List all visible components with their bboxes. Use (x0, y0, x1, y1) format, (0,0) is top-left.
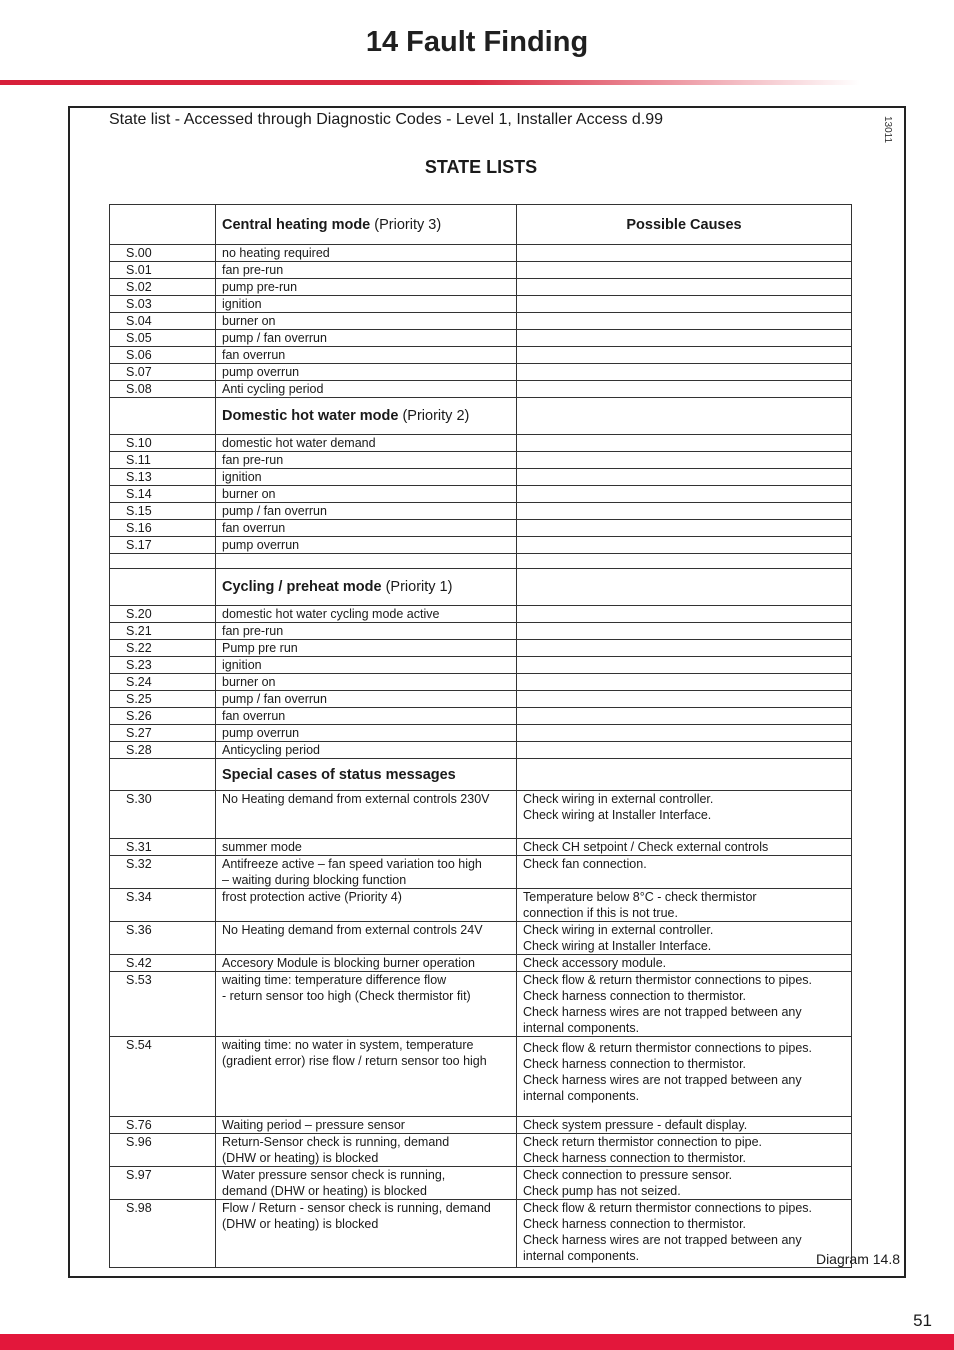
table-row (110, 1134, 852, 1167)
possible-cause: Check accessory module. (517, 955, 852, 972)
state-description: pump / fan overrun (216, 691, 517, 708)
possible-cause: Check return thermistor connection to pipe. Check harness connection to thermistor. (517, 1134, 852, 1167)
possible-cause: Check wiring in external controller. Check wiring at Installer Interface. (517, 791, 852, 839)
section-header-row (110, 569, 852, 606)
possible-cause: Check CH setpoint / Check external controls (517, 839, 852, 856)
table-row (110, 279, 852, 296)
state-table (109, 204, 852, 1268)
state-code: S.25 (110, 691, 216, 708)
state-code: S.97 (110, 1167, 216, 1200)
possible-cause (517, 606, 852, 623)
state-code: S.04 (110, 313, 216, 330)
state-description: pump overrun (216, 537, 517, 554)
state-code: S.28 (110, 742, 216, 759)
state-description: pump / fan overrun (216, 330, 517, 347)
section-title (216, 205, 517, 245)
table-row (110, 520, 852, 537)
state-description: pump overrun (216, 364, 517, 381)
section-title-bold: Special cases of status messages (222, 766, 456, 783)
state-code: S.17 (110, 537, 216, 554)
possible-cause (517, 742, 852, 759)
table-row (110, 889, 852, 922)
possible-cause (517, 313, 852, 330)
table-row (110, 922, 852, 955)
possible-cause (517, 262, 852, 279)
state-code: S.34 (110, 889, 216, 922)
state-description: No Heating demand from external controls 24V (216, 922, 517, 955)
state-code: S.23 (110, 657, 216, 674)
section-title-priority: (Priority 1) (381, 579, 453, 595)
state-description: burner on (216, 674, 517, 691)
table-row (110, 364, 852, 381)
section-cause-blank (517, 569, 852, 606)
state-code: S.53 (110, 972, 216, 1037)
possible-cause (517, 381, 852, 398)
table-row (110, 537, 852, 554)
table-row (110, 742, 852, 759)
state-code: S.21 (110, 623, 216, 640)
state-code: S.11 (110, 452, 216, 469)
possible-cause (517, 296, 852, 313)
state-code: S.22 (110, 640, 216, 657)
state-code: S.96 (110, 1134, 216, 1167)
section-header-row (110, 398, 852, 435)
state-description: domestic hot water cycling mode active (216, 606, 517, 623)
table-row (110, 313, 852, 330)
section-title (216, 759, 517, 791)
diagram-label: Diagram 14.8 (815, 1251, 900, 1267)
state-description: pump / fan overrun (216, 503, 517, 520)
state-code: S.13 (110, 469, 216, 486)
state-description: Accesory Module is blocking burner operation (216, 955, 517, 972)
possible-cause: Temperature below 8°C - check thermistor connection if this is not true. (517, 889, 852, 922)
state-code: S.32 (110, 856, 216, 889)
state-code: S.07 (110, 364, 216, 381)
state-description: fan pre-run (216, 452, 517, 469)
state-description: waiting time: temperature difference flow - return sensor too high (Check thermistor fit) (216, 972, 517, 1037)
state-table-body (110, 205, 852, 1268)
possible-cause (517, 347, 852, 364)
section-title-bold: Central heating mode (222, 216, 371, 233)
table-row (110, 347, 852, 364)
possible-cause (517, 691, 852, 708)
state-description: Return-Sensor check is running, demand (DHW or heating) is blocked (216, 1134, 517, 1167)
state-description: Waiting period – pressure sensor (216, 1117, 517, 1134)
table-row (110, 691, 852, 708)
possible-cause: Check wiring in external controller. Check wiring at Installer Interface. (517, 922, 852, 955)
possible-cause (517, 279, 852, 296)
footer-bar (0, 1334, 954, 1350)
state-code: S.31 (110, 839, 216, 856)
section-title (216, 398, 517, 435)
state-code: S.27 (110, 725, 216, 742)
possible-cause (517, 469, 852, 486)
state-description: frost protection active (Priority 4) (216, 889, 517, 922)
state-description: ignition (216, 296, 517, 313)
possible-cause (517, 537, 852, 554)
table-row (110, 791, 852, 839)
document-reference: 13011 (882, 116, 893, 144)
table-row (110, 452, 852, 469)
section-header-row (110, 759, 852, 791)
possible-cause: Check flow & return thermistor connections to pipes. Check harness connection to thermistor. Check harness wires are not trapped between any internal components. (517, 972, 852, 1037)
state-list-subtitle: State list - Accessed through Diagnostic Codes - Level 1, Installer Access d.99 (109, 111, 664, 128)
blank-cell (110, 554, 216, 569)
table-row (110, 296, 852, 313)
possible-cause (517, 708, 852, 725)
state-description: pump pre-run (216, 279, 517, 296)
state-code: S.76 (110, 1117, 216, 1134)
state-description: domestic hot water demand (216, 435, 517, 452)
possible-cause (517, 486, 852, 503)
section-code-blank (110, 205, 216, 245)
table-row (110, 1037, 852, 1117)
possible-cause (517, 364, 852, 381)
blank-row (110, 554, 852, 569)
state-code: S.06 (110, 347, 216, 364)
section-code-blank (110, 398, 216, 435)
table-row (110, 1167, 852, 1200)
table-row (110, 469, 852, 486)
section-cause-blank (517, 759, 852, 791)
section-title-bold: Cycling / preheat mode (222, 579, 382, 595)
section-title (216, 569, 517, 606)
state-code: S.30 (110, 791, 216, 839)
state-description: ignition (216, 657, 517, 674)
table-row (110, 856, 852, 889)
state-code: S.15 (110, 503, 216, 520)
possible-cause (517, 725, 852, 742)
section-title-priority: (Priority 3) (370, 216, 442, 233)
state-code: S.02 (110, 279, 216, 296)
state-code: S.01 (110, 262, 216, 279)
state-code: S.08 (110, 381, 216, 398)
state-code: S.42 (110, 955, 216, 972)
table-row (110, 640, 852, 657)
table-row (110, 725, 852, 742)
state-description: fan pre-run (216, 623, 517, 640)
state-code: S.26 (110, 708, 216, 725)
table-row (110, 972, 852, 1037)
state-description: Flow / Return - sensor check is running, demand (DHW or heating) is blocked (216, 1200, 517, 1268)
state-description: burner on (216, 313, 517, 330)
possible-cause (517, 623, 852, 640)
state-description: no heating required (216, 245, 517, 262)
possible-cause (517, 503, 852, 520)
possible-cause (517, 245, 852, 262)
table-row (110, 1117, 852, 1134)
table-row (110, 955, 852, 972)
possible-cause (517, 657, 852, 674)
possible-cause: Check flow & return thermistor connections to pipes. Check harness connection to thermistor. Check harness wires are not trapped between any internal components. (517, 1200, 852, 1268)
section-title-priority: (Priority 2) (398, 408, 470, 424)
table-row (110, 245, 852, 262)
state-code: S.24 (110, 674, 216, 691)
blank-cell (517, 554, 852, 569)
table-row (110, 486, 852, 503)
state-description: pump overrun (216, 725, 517, 742)
table-row (110, 262, 852, 279)
possible-cause (517, 674, 852, 691)
state-code: S.05 (110, 330, 216, 347)
state-code: S.20 (110, 606, 216, 623)
table-row (110, 708, 852, 725)
possible-cause (517, 520, 852, 537)
table-row (110, 839, 852, 856)
table-row (110, 606, 852, 623)
section-code-blank (110, 569, 216, 606)
state-description: Pump pre run (216, 640, 517, 657)
state-description: No Heating demand from external controls 230V (216, 791, 517, 839)
state-description: ignition (216, 469, 517, 486)
section-code-blank (110, 759, 216, 791)
state-code: S.14 (110, 486, 216, 503)
possible-cause (517, 330, 852, 347)
state-description: fan overrun (216, 708, 517, 725)
possible-cause (517, 452, 852, 469)
table-row (110, 674, 852, 691)
section-cause-blank (517, 398, 852, 435)
possible-cause: Check system pressure - default display. (517, 1117, 852, 1134)
state-code: S.54 (110, 1037, 216, 1117)
state-description: Anticycling period (216, 742, 517, 759)
state-description: Water pressure sensor check is running, demand (DHW or heating) is blocked (216, 1167, 517, 1200)
possible-causes-header: Possible Causes (517, 205, 852, 245)
state-code: S.36 (110, 922, 216, 955)
table-row (110, 381, 852, 398)
table-row (110, 623, 852, 640)
page-title: 14 Fault Finding (365, 26, 589, 58)
possible-cause: Check fan connection. (517, 856, 852, 889)
state-code: S.98 (110, 1200, 216, 1268)
possible-cause: Check connection to pressure sensor. Check pump has not seized. (517, 1167, 852, 1200)
possible-cause: Check flow & return thermistor connections to pipes. Check harness connection to thermistor. Check harness wires are not trapped between any internal components. (517, 1037, 852, 1117)
title-rule (0, 80, 860, 85)
state-description: fan overrun (216, 347, 517, 364)
state-description: burner on (216, 486, 517, 503)
blank-cell (216, 554, 517, 569)
state-description: Antifreeze active – fan speed variation too high – waiting during blocking function (216, 856, 517, 889)
state-code: S.03 (110, 296, 216, 313)
state-code: S.10 (110, 435, 216, 452)
state-lists-heading: STATE LISTS (424, 157, 538, 177)
table-row (110, 1200, 852, 1268)
possible-cause (517, 435, 852, 452)
state-table-wrapper (109, 204, 852, 1268)
state-description: fan overrun (216, 520, 517, 537)
possible-cause (517, 640, 852, 657)
table-row (110, 657, 852, 674)
state-description: summer mode (216, 839, 517, 856)
state-description: waiting time: no water in system, temperature (gradient error) rise flow / return sensor too high (216, 1037, 517, 1117)
state-code: S.00 (110, 245, 216, 262)
page-number: 51 (913, 1311, 932, 1330)
section-title-bold: Domestic hot water mode (222, 408, 399, 424)
table-row (110, 435, 852, 452)
state-description: fan pre-run (216, 262, 517, 279)
state-description: Anti cycling period (216, 381, 517, 398)
section-header-row (110, 205, 852, 245)
state-code: S.16 (110, 520, 216, 537)
table-row (110, 503, 852, 520)
table-row (110, 330, 852, 347)
